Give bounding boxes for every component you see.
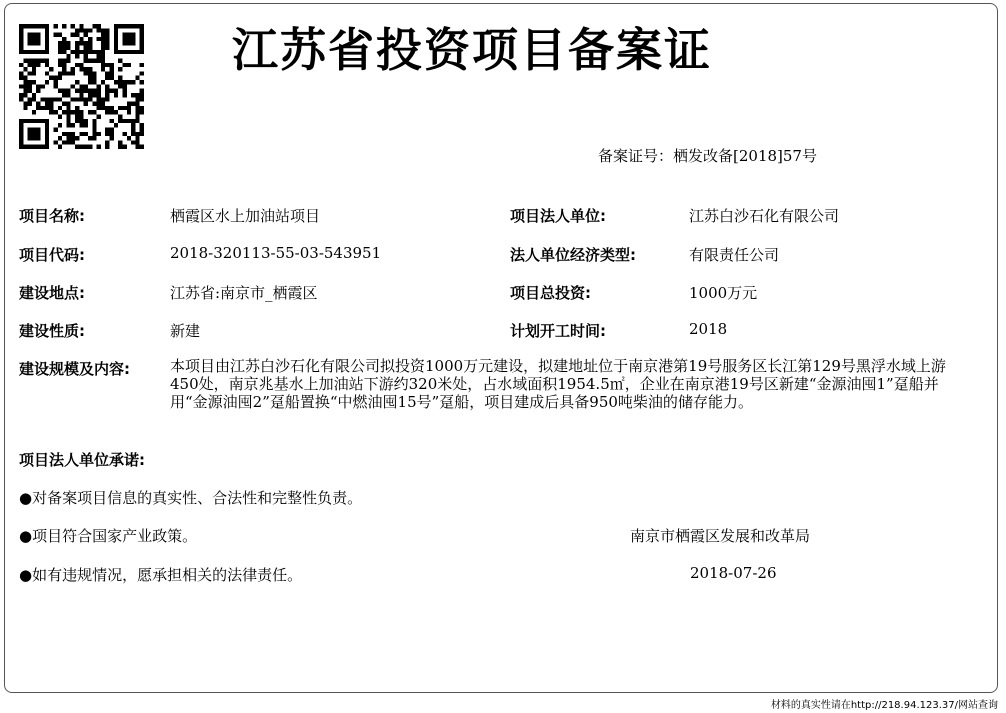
total-investment-label: 项目总投资: <box>510 284 591 302</box>
start-time-label: 计划开工时间: <box>510 322 606 340</box>
record-number-label: 备案证号： <box>598 147 674 165</box>
qr-code-icon <box>19 24 144 149</box>
issuer-name: 南京市栖霞区发展和改革局 <box>630 527 811 545</box>
verification-footer: 材料的真实性请在http://218.94.123.37/网站查询 <box>770 700 998 711</box>
legal-entity-label: 项目法人单位: <box>510 207 606 225</box>
scale-label: 建设规模及内容: <box>19 360 130 378</box>
nature-label: 建设性质: <box>19 322 85 340</box>
commitment-heading: 项目法人单位承诺: <box>19 451 145 469</box>
project-code-value: 2018-320113-55-03-543951 <box>170 244 382 262</box>
issue-date: 2018-07-26 <box>690 564 777 582</box>
record-number-value: 栖发改备[2018]57号 <box>673 147 817 165</box>
document-title: 江苏省投资项目备案证 <box>232 23 712 77</box>
economic-type-label: 法人单位经济类型: <box>510 246 636 264</box>
project-name-label: 项目名称: <box>19 207 85 225</box>
start-time-value: 2018 <box>689 320 728 338</box>
project-code-label: 项目代码: <box>19 246 85 264</box>
commitment-item: ●如有违规情况，愿承担相关的法律责任。 <box>19 566 303 584</box>
location-label: 建设地点: <box>19 284 85 302</box>
total-investment-value: 1000万元 <box>689 284 758 302</box>
location-value: 江苏省:南京市_栖霞区 <box>170 284 318 302</box>
nature-value: 新建 <box>170 322 201 340</box>
commitment-item: ●项目符合国家产业政策。 <box>19 527 198 545</box>
legal-entity-value: 江苏白沙石化有限公司 <box>689 207 840 225</box>
commitment-item: ●对备案项目信息的真实性、合法性和完整性负责。 <box>19 489 363 507</box>
economic-type-value: 有限责任公司 <box>689 246 780 264</box>
record-number-line <box>598 145 817 166</box>
certificate-frame <box>4 3 998 693</box>
scale-content: 本项目由江苏白沙石化有限公司拟投资1000万元建设，拟建地址位于南京港第19号服务区长江第129号黑浮水域上游450处，南京兆基水上加油站下游约320米处，占水域面积1954.5㎡，企业在南京港19号区新建“金源油囤1”趸船并用“金源油囤2”趸船置换“中燃油囤15号”趸船，项目建成后具备950吨柴油的储存能力。 <box>170 357 946 411</box>
project-name-value: 栖霞区水上加油站项目 <box>170 207 321 225</box>
